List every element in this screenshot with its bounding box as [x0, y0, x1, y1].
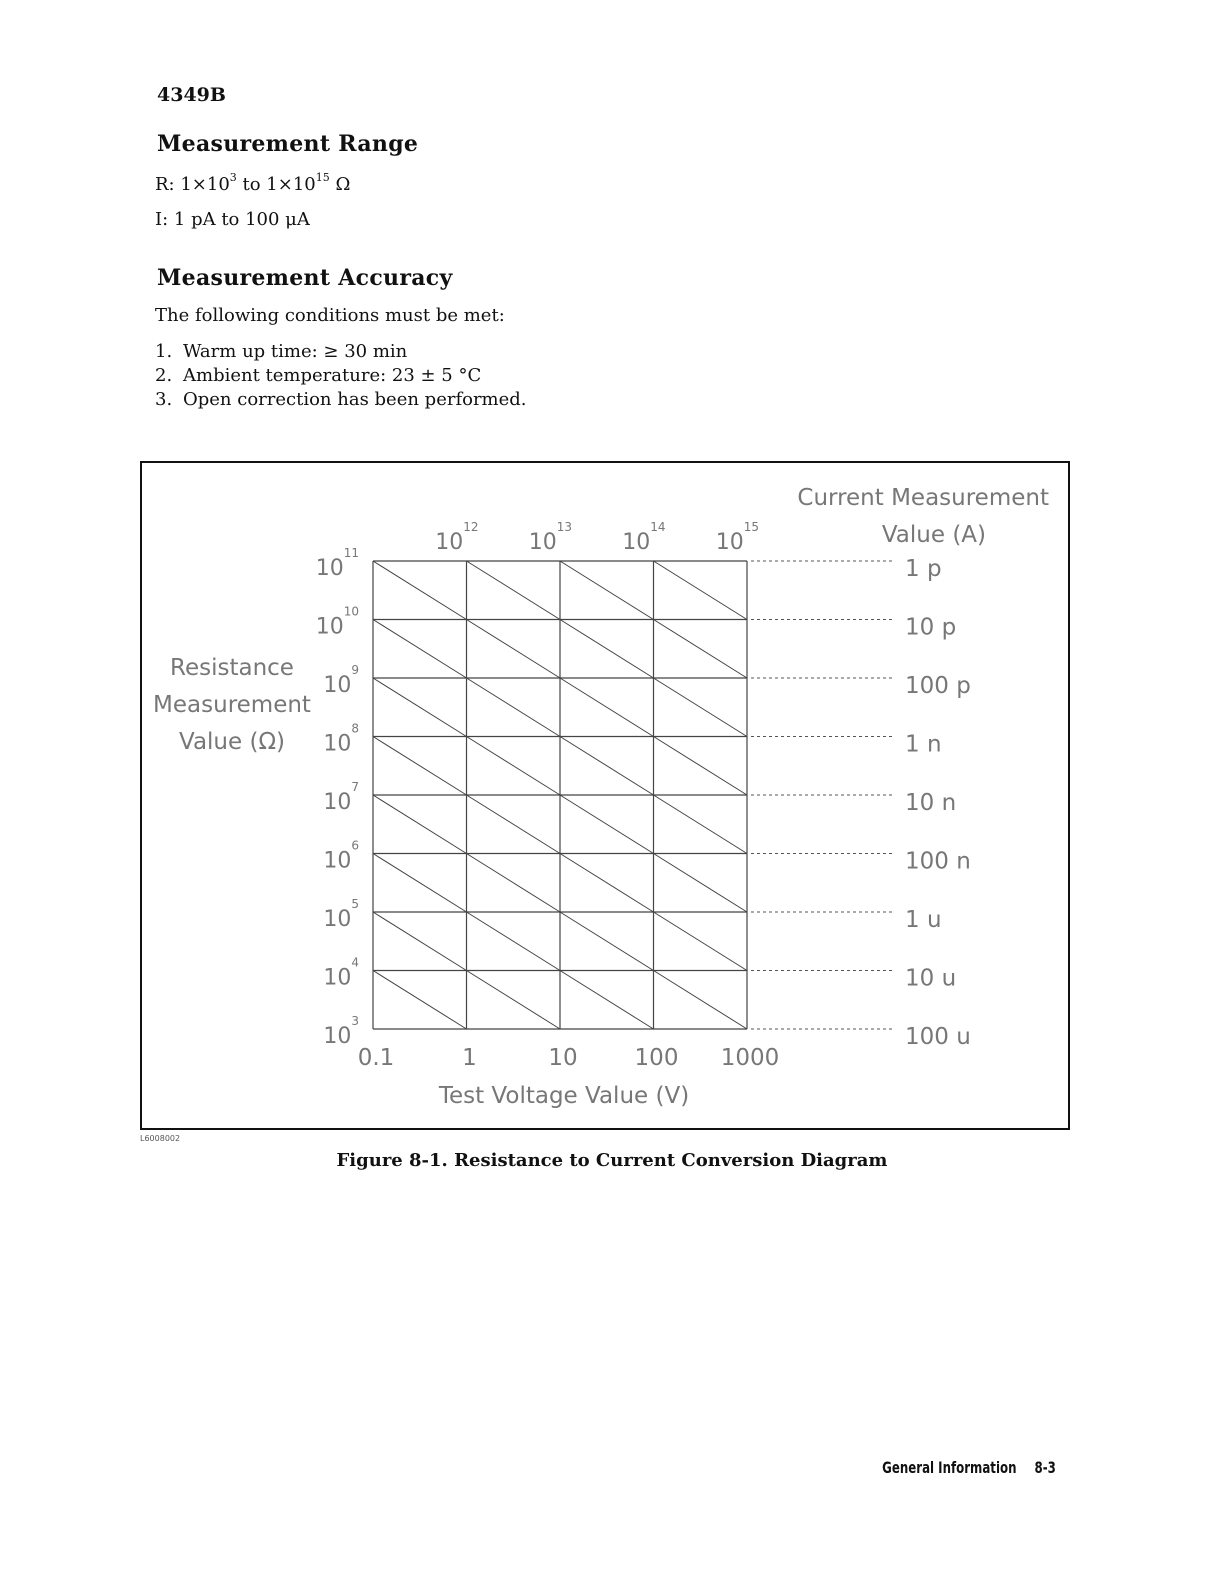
current-diagonal: [467, 737, 561, 796]
top-tick-label: $10^{14}$: [622, 520, 666, 555]
x-tick-label: 10: [548, 1045, 578, 1071]
condition-item: 3. Open correction has been performed.: [155, 389, 527, 410]
current-tick-label: 1 n: [905, 731, 942, 758]
y-axis-label-line: Value (Ω): [179, 729, 285, 755]
current-diagonal: [654, 795, 748, 854]
current-diagonal: [654, 912, 748, 971]
top-tick-label: $10^{12}$: [435, 520, 479, 555]
resistance-range: R: $1\times 10^3$ to $1\times 10^{15}$ Ω: [155, 171, 351, 195]
current-tick-label: 1 p: [905, 556, 942, 582]
current-diagonal: [373, 854, 467, 913]
current-diagonal: [560, 795, 654, 854]
y-tick-label: $10^4$: [323, 955, 359, 991]
current-diagonal: [560, 912, 654, 971]
measurement-accuracy-heading: Measurement Accuracy: [157, 265, 453, 291]
condition-item: 2. Ambient temperature: 23 ± 5 °C: [155, 365, 482, 386]
current-diagonal: [467, 971, 561, 1030]
current-diagonal: [560, 854, 654, 913]
current-diagonal: [560, 620, 654, 679]
y-axis-label-line: Resistance: [170, 655, 294, 681]
x-tick-label: 1000: [720, 1045, 780, 1071]
current-diagonal: [654, 561, 748, 620]
current-diagonal: [467, 678, 561, 737]
current-diagonal: [467, 620, 561, 679]
current-diagonal: [373, 737, 467, 796]
y-tick-label: $10^3$: [323, 1014, 359, 1049]
x-tick-label: 1: [462, 1045, 477, 1071]
current-diagonal: [373, 561, 467, 620]
current-tick-label: 10 n: [905, 790, 957, 816]
current-tick-label: 100 u: [905, 1024, 971, 1050]
current-axis-label-line: Current Measurement: [797, 485, 1049, 511]
current-diagonal: [654, 854, 748, 913]
current-diagonal: [560, 678, 654, 737]
model-number: 4349B: [157, 84, 226, 106]
top-tick-label: $10^{13}$: [528, 520, 572, 555]
current-tick-label: 10 p: [905, 614, 957, 641]
current-diagonal: [467, 795, 561, 854]
conditions-intro: The following conditions must be met:: [155, 305, 505, 326]
current-tick-label: 100 p: [905, 673, 971, 699]
figure-code: L6008002: [140, 1134, 181, 1143]
current-diagonal: [654, 678, 748, 737]
conditions-list: [155, 340, 527, 412]
current-diagonal: [373, 620, 467, 679]
x-axis-label: Test Voltage Value (V): [438, 1083, 690, 1109]
measurement-range-heading: Measurement Range: [157, 131, 419, 157]
current-tick-label: 100 n: [905, 848, 971, 875]
current-diagonal: [560, 737, 654, 796]
current-diagonal: [654, 971, 748, 1030]
y-tick-label: $10^8$: [323, 721, 359, 757]
y-axis-label-line: Measurement: [153, 692, 311, 718]
current-diagonal: [373, 795, 467, 854]
current-tick-label: 1 u: [905, 907, 942, 933]
current-diagonal: [467, 561, 561, 620]
current-diagonal: [654, 620, 748, 679]
page-footer: [882, 1458, 1056, 1477]
y-tick-label: $10^7$: [323, 780, 359, 815]
current-diagonal: [560, 561, 654, 620]
current-range: I: 1 pA to 100 μA: [155, 209, 310, 230]
y-tick-label: $10^5$: [323, 897, 359, 932]
current-diagonal: [560, 971, 654, 1030]
y-tick-label: $10^9$: [323, 663, 359, 698]
figure-caption: Figure 8-1. Resistance to Current Conversion Diagram: [336, 1150, 888, 1171]
top-tick-label: $10^{15}$: [715, 520, 759, 555]
current-diagonal: [467, 854, 561, 913]
page-number: 8-3: [1034, 1458, 1056, 1477]
x-tick-label: 0.1: [357, 1045, 395, 1071]
current-diagonal: [467, 912, 561, 971]
diagram-svg: [142, 463, 1068, 1128]
conversion-diagram: [140, 461, 1070, 1130]
y-tick-label: $10^{11}$: [315, 546, 359, 581]
x-tick-label: 100: [634, 1045, 679, 1071]
current-diagonal: [373, 971, 467, 1030]
current-diagonal: [654, 737, 748, 796]
footer-section: General Information: [882, 1458, 1017, 1477]
current-diagonal: [373, 912, 467, 971]
y-tick-label: $10^6$: [323, 838, 359, 874]
current-tick-label: 10 u: [905, 965, 957, 992]
condition-item: 1. Warm up time: ≥ 30 min: [155, 341, 408, 362]
y-tick-label: $10^{10}$: [315, 604, 359, 640]
current-axis-label-line: Value (A): [881, 522, 986, 548]
current-diagonal: [373, 678, 467, 737]
